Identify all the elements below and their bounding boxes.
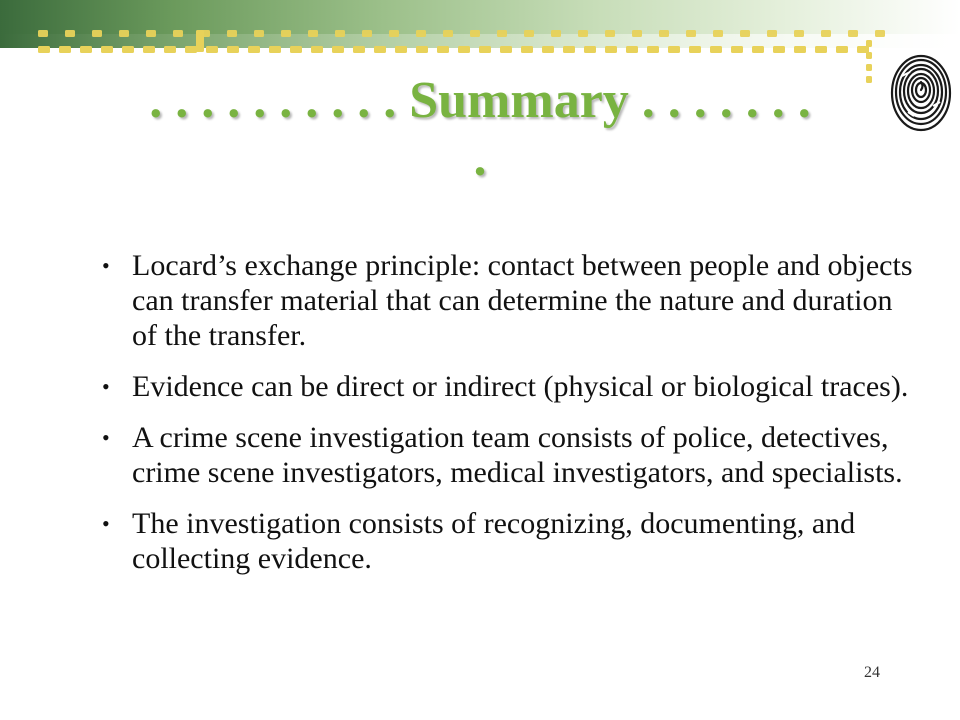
bullet-item: • Locard’s exchange principle: contact between people and objects can transfer material that can determine the nature and duration of the transfer. xyxy=(102,248,922,353)
slide-title xyxy=(0,72,960,192)
bullet-item: • A crime scene investigation team consists of police, detectives, crime scene investigators, medical investigators, and specialists. xyxy=(102,420,922,490)
bullet-item: • The investigation consists of recognizing, documenting, and collecting evidence. xyxy=(102,506,922,576)
slide-title-line2: . xyxy=(473,130,487,187)
summary-bullet-list xyxy=(102,248,922,592)
slide-title-line1: . . . . . . . . . . Summary . . . . . . . xyxy=(149,72,811,129)
bullet-item: • Evidence can be direct or indirect (physical or biological traces). xyxy=(102,369,922,404)
fingerprint-icon xyxy=(888,46,954,134)
page-number: 24 xyxy=(864,664,880,681)
